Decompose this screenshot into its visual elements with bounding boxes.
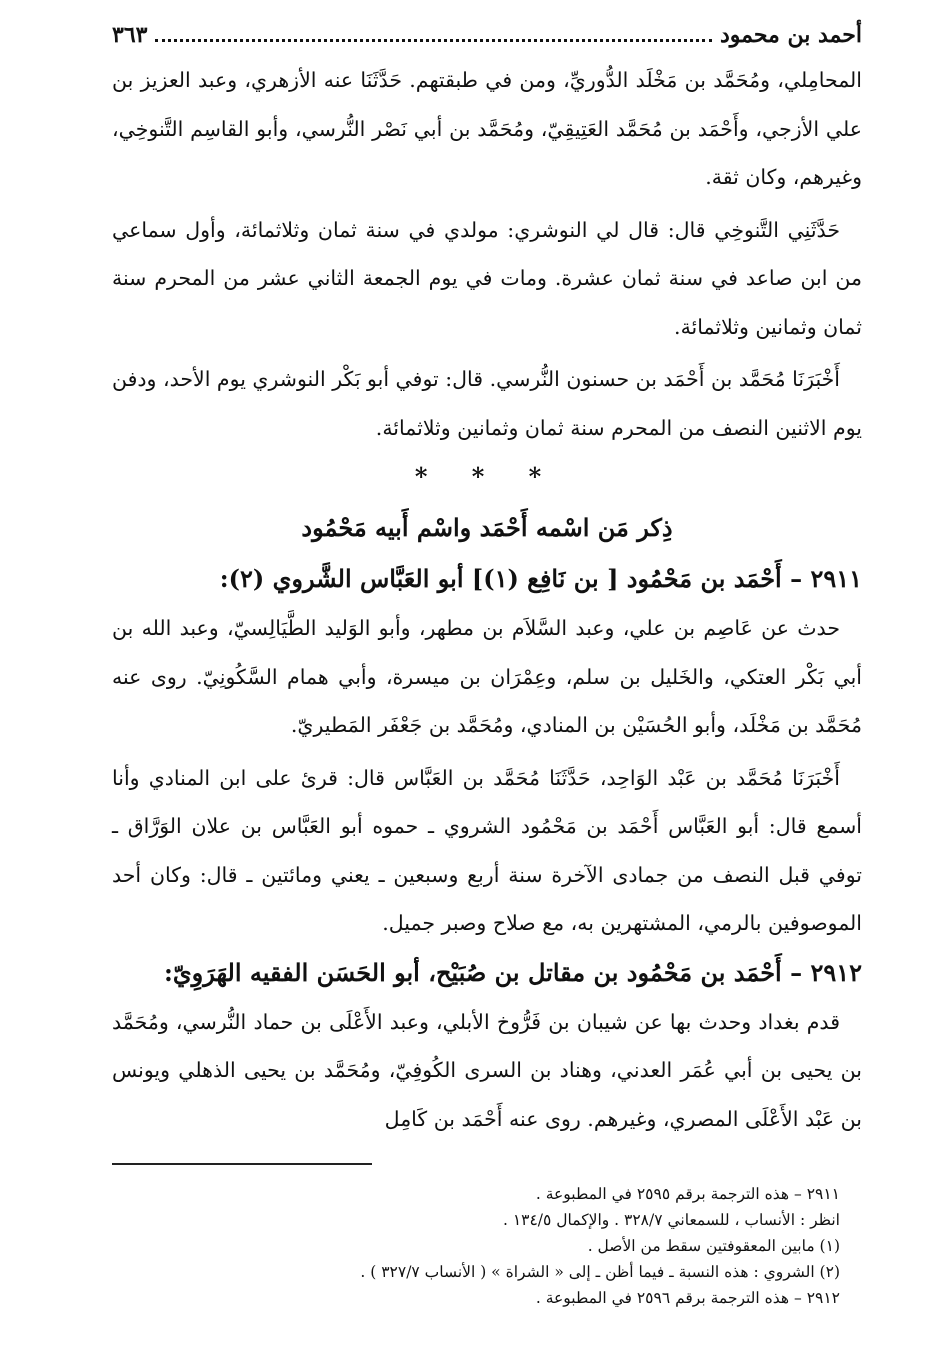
footnote: ٢٩١١ – هذه الترجمة برقم ٢٥٩٥ في المطبوعة . xyxy=(535,1185,840,1203)
entry-heading-2911: ٢٩١١ – أَحْمَد بن مَحْمُود [ بن نَافِع (١)] أبو العَبَّاس الشَّروي (٢): xyxy=(219,564,862,593)
footnote: انظر : الأنساب ، للسمعاني ٣٢٨/٧ . والإكمال ١٣٤/٥ . xyxy=(502,1211,840,1229)
running-title: أحمد بن محمود xyxy=(719,22,862,48)
footnote-rule xyxy=(112,1163,372,1165)
paragraph-nursi: أَخْبَرَنَا مُحَمَّد بن أَحْمَد بن حسنون النُّرسي. قال: توفي أبو بَكْر النوشري يوم الأحد، ودفن يوم الاثنين النصف من المحرم سنة ثمان وثمانين وثلاثمائة. xyxy=(112,367,862,440)
running-head xyxy=(112,18,862,52)
footnote: (١) مابين المعقوفتين سقط من الأصل . xyxy=(587,1237,840,1255)
footnote: ٢٩١٢ – هذه الترجمة برقم ٢٥٩٦ في المطبوعة . xyxy=(535,1289,840,1307)
entry-2911-paragraph-1: حدث عن عَاصِم بن علي، وعبد السَّلاَم بن مطهر، وأبو الوَليد الطَّيَالِسيّ، وعبد الله بن أبي بَكْر العتكي، والخَليل بن سلم، وعِمْرَان بن ميسرة، وأبي همام السَّكُونِيّ. روى عنه مُحَمَّد بن مَخْلَد، وأبو الحُسَيْن بن المنادي، ومُحَمَّد بن جَعْفَر المَطيريّ. xyxy=(112,616,862,737)
leader-dots xyxy=(155,39,712,42)
entry-2912-paragraph-1: قدم بغداد وحدث بها عن شيبان بن فَرُّوخ الأبلي، وعبد الأَعْلَى بن حماد النُّرسي، ومُحَمَّد بن يحيى بن أبي عُمَر العدني، وهناد بن السرى الكُوفِيّ، ومُحَمَّد بن يحيى الذهلي ويونس بن عَبْد الأَعْلَى المصري، وغيرهم. روى عنه أَحْمَد بن كَامِل xyxy=(112,1009,862,1131)
paragraph-continuation: المحامِلي، ومُحَمَّد بن مَخْلَد الدُّوريِّ، ومن في طبقتهم. حَدَّثَنَا عنه الأزهري، وعبد العزيز بن علي الأزجي، وأَحْمَد بن مُحَمَّد العَتِيقِيّ، ومُحَمَّد بن أبي نَصْر النُّرسي، وأبو القاسِم التَّنوخِي، وغيرهم، وكان ثقة. xyxy=(112,68,862,189)
entry-2911-paragraph-2: أَخْبَرَنَا مُحَمَّد بن عَبْد الوَاحِد، حَدَّثَنَا مُحَمَّد بن العَبَّاس قال: قرئ على ابن المنادي وأنا أسمع قال: أبو العَبَّاس أَحْمَد بن مَحْمُود الشروي ـ حموه أبو العَبَّاس بن علان الوَرَّاق ـ توفي قبل النصف من جمادى الآخرة سنة أربع وسبعين ـ يعني ومائتين ـ قال: وكان أحد الموصوفين بالرمي، المشتهرين به، مع صلاح وصبر جميل. xyxy=(112,765,862,935)
page-number: ٣٦٣ xyxy=(112,22,148,48)
footnote: (٢) الشروي : هذه النسبة ـ فيما أظن ـ إلى « الشراة » ( الأنساب ٣٢٧/٧ ) . xyxy=(360,1263,840,1281)
entry-heading-2912: ٢٩١٢ – أَحْمَد بن مَحْمُود بن مقاتل بن صُبَيْح، أبو الحَسَن الفقيه الهَرَوِيّ: xyxy=(163,957,862,987)
section-separator: * * * xyxy=(414,462,560,491)
paragraph-tanukhi: حَدَّثَنِي التَّنوخِي قال: قال لي النوشري: مولدي في سنة ثمان وثلاثمائة، وأول سماعي من ابن صاعد في سنة ثمان عشرة. ومات في يوم الجمعة الثاني عشر من المحرم سنة ثمان وثمانين وثلاثمائة. xyxy=(112,217,862,339)
footnotes xyxy=(112,1181,862,1311)
section-title: ذِكر مَن اسْمه أَحْمَد واسْم أَبيه مَحْمُود xyxy=(301,513,673,542)
